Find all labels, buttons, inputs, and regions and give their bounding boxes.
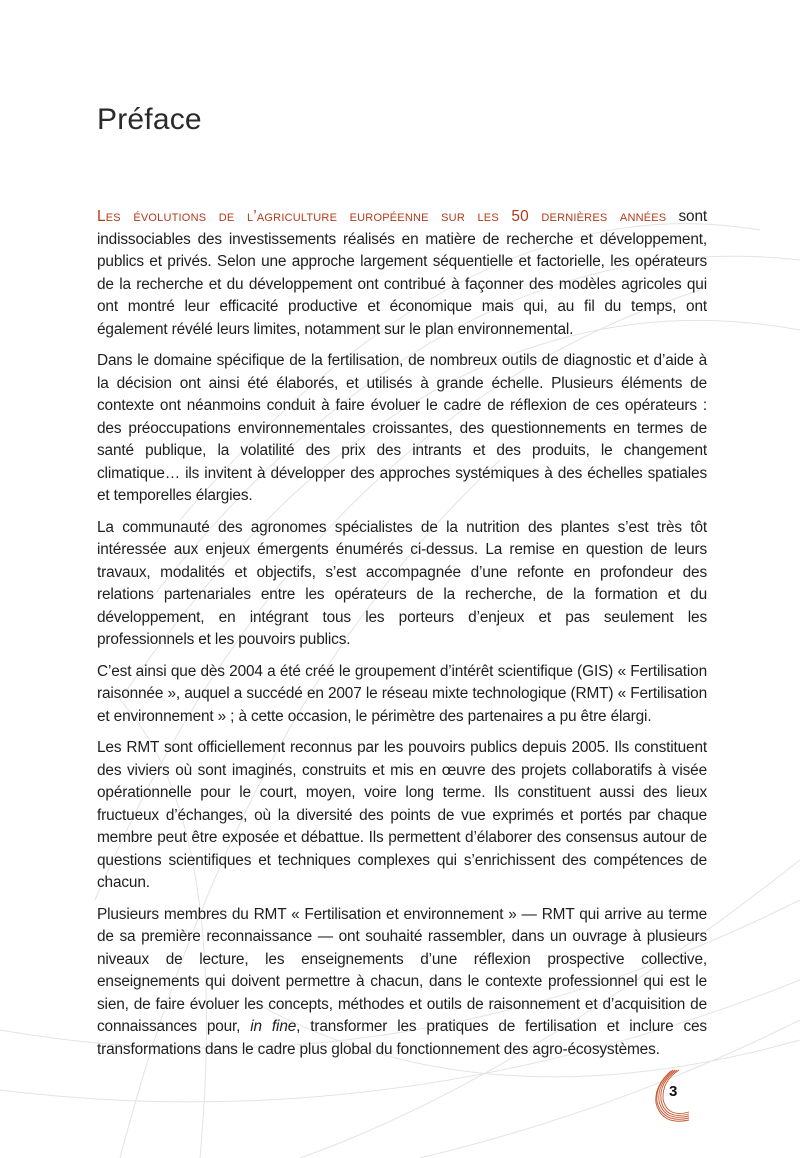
swirl-logo-icon [655,1068,705,1128]
preface-body [97,206,707,1070]
italic-phrase: in fine [250,1018,297,1035]
paragraph-1-text: sont indissociables des investissements réalisés en matière de recherche et développement, publics et privés. Selon une approche largement séquentielle et factorielle, les opérateurs de la recherche et du développement ont contribué à façonner des modèles agricoles qui ont montré leur efficacité productive et économique mais qui, au fil du temps, ont également révélé leurs limites, notamment sur le plan environnemental. [97,208,707,338]
paragraph-1 [97,206,707,341]
paragraph-3: La communauté des agronomes spécialistes de la nutrition des plantes s’est très tôt intéressée aux enjeux émergents énumérés ci-dessus. La remise en question de leurs travaux, modalités et objectifs, s’est accompagnée d’une refonte en profondeur des relations partenariales entre les opérateurs de la recherche, de la formation et du développement, en intégrant tous les porteurs d’enjeux et pas seulement les professionnels et les pouvoirs publics. [97,518,707,648]
paragraph-6-text-end: , transformer les pratiques de fertilisation et inclure ces transformations dans le cadre plus global du fonctionnement des agro-écosystèmes. [97,1018,707,1058]
page-number-block [655,1068,705,1128]
paragraph-5: Les RMT sont officiellement reconnus par les pouvoirs publics depuis 2005. Ils constituent des viviers où sont imaginés, construits et mis en œuvre des projets collaboratifs à visée opérationnelle pour le court, moyen, voire long terme. Ils constituent aussi des lieux fructueux d’échanges, où la diversité des points de vue exprimés et portés par chaque membre peut être exposée et débattue. Ils permettent d’élaborer des consensus autour de questions scientifiques et techniques complexes qui s’enrichissent des compétences de chacun. [97,739,707,891]
paragraph-6 [97,904,707,1062]
paragraph-2: Dans le domaine spécifique de la fertilisation, de nombreux outils de diagnostic et d’aide à la décision ont ainsi été élaborés, et utilisés à grande échelle. Plusieurs éléments de contexte ont néanmoins conduit à faire évoluer le cadre de réflexion de ces opérateurs : des préoccupations environnementales croissantes, des questionnements en termes de santé publique, la volatilité des prix des intrants et des produits, le changement climatique… ils invitent à développer des approches systémiques à des échelles spatiales et temporelles élargies. [97,352,707,504]
paragraph-4: C’est ainsi que dès 2004 a été créé le groupement d’intérêt scientifique (GIS) « Fertilisation raisonnée », auquel a succédé en 2007 le réseau mixte technologique (RMT) « Fertilisation et environnement » ; à cette occasion, le périmètre des partenaires a pu être élargi. [97,662,707,725]
paragraph-6-text-start: Plusieurs membres du RMT « Fertilisation et environnement » — RMT qui arrive au terme de sa première reconnaissance — ont souhaité rassembler, dans un ouvrage à plusieurs niveaux de lecture, les enseignements d’une réflexion prospective collective, enseignements qui doivent permettre à chacun, dans le contexte professionnel qui est le sien, de faire évoluer les concepts, méthodes et outils de raisonnement et d’acquisition de connaissances pour, [97,905,707,1035]
lead-in-small-caps: Les évolutions de l’agriculture européenne sur les 50 dernières années [97,208,667,225]
page-number: 3 [669,1083,678,1100]
page-title: Préface [97,103,202,136]
